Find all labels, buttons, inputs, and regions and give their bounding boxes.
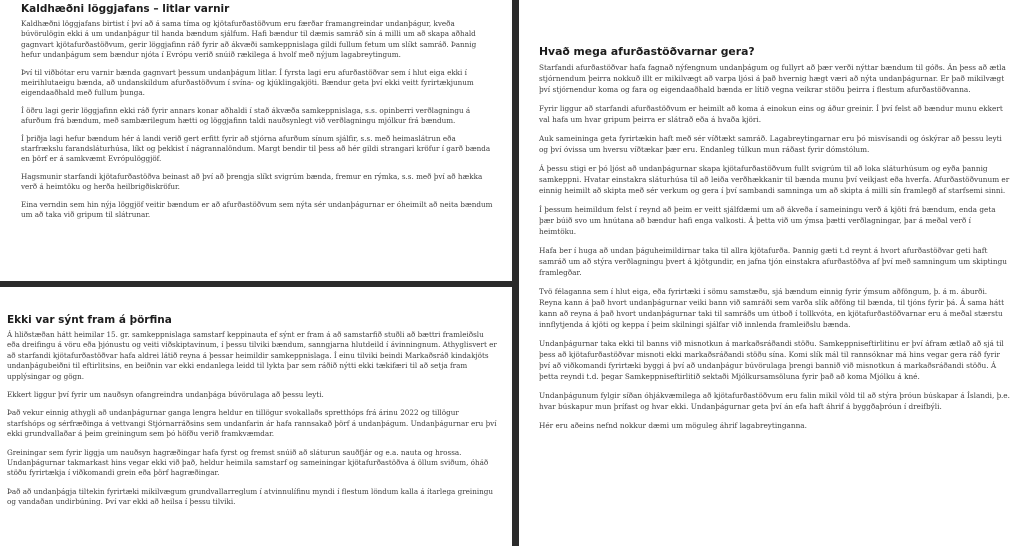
paragraph: Eina verndin sem hin nýja löggjöf veitir bændum er að afurðastöðvum sem nýta sér undanþágurnar er óheimilt að neita bændum um að taka við gripum til slátrunar. [21, 199, 493, 220]
section-heading: Hvað mega afurðastöðvarnar gera? [539, 45, 755, 58]
paragraph: Undanþágurnar taka ekki til banns við misnotkun á markaðsráðandi stöðu. Samkeppniseftirlitinu er því áfram ætlað að sjá til þess að kjötafurðastöðvar misnoti ekki markaðsráðandi stöðu sína. Komi slík mál til rannsóknar má hins vegar gera ráð fyrir því að viðkomandi fyrirtæki byggi á því að undanþágur búvörulaga þrengi bannið við misnotkun á markaðsráðandi stöðu. Á þetta reyndi t.d. þegar Samkeppniseftirlitið sektaði Mjólkursamsöluna fyrir það að koma Mjólku á kné. [539, 339, 1004, 381]
paragraph: Hér eru aðeins nefnd nokkur dæmi um möguleg áhrif lagabreytinganna. [539, 421, 807, 431]
paragraph: Það vekur einnig athygli að undanþágurnar ganga lengra heldur en tillögur svokallaðs spretthóps frá árinu 2022 og tillögur starfshóps og sérfræðinga á vettvangi Stjórnarráðsins sem undanfarin ár hafa rannsakað þörf á undanþágum. Undanþágurnar eru því ekki grundvallaðar á þeim greiningum sem þó höfðu verið framkvæmdar. [7, 408, 497, 439]
paragraph: Í þessum heimildum felst í reynd að þeim er veitt sjálfdæmi um að ákveða í sameiningu verð á kjöti frá bændum, enda geta þær búið svo um hnútana að bændur hafi enga valkosti. Á þetta við um ýmsa þætti verðlagningar, þar á meðal verð í heimtöku. [539, 205, 996, 237]
paragraph: Greiningar sem fyrir liggja um nauðsyn hagræðingar hafa fyrst og fremst snúið að sláturun sauðfjár og e.a. nauta og hrossa. Undanþágurnar takmarkast hins vegar ekki við það, heldur heimila samstarf og sameiningar kjötafurðastöðva á öllum sviðum, óháð stöðu fyrirtækja í viðkomandi grein eða þörf hagræðingar. [7, 447, 489, 478]
paragraph: Ekkert liggur því fyrir um nauðsyn ofangreindra undanþága búvörulaga að þessu leyti. [7, 390, 324, 400]
section-heading: Kaldhæðni löggjafans – litlar varnir [21, 3, 230, 15]
paragraph: Því til viðbótar eru varnir bænda gagnvart þessum undanþágum litlar. Í fyrsta lagi eru afurðastöðvar sem í hlut eiga ekki í meirihlutaeigu bænda, að undanskildum afurðastöðvum í svína- og kjúklingakjöti. Bændur geta því ekki veitt fyrirtækjunum eigendaaðhald með fullum þunga. [21, 67, 474, 98]
paragraph: Í þriðja lagi hefur bændum hér á landi verið gert erfitt fyrir að stjórna afurðum sínum sjálfir, s.s. með heimaslátrun eða starfrækslu farandsláturhúsa, líkt og þekkist í nágrannalöndum. Margt bendir til þess að hér gildi strangari kröfur í garð bænda en þörf er á samkvæmt Evrópulöggjöf. [21, 133, 491, 164]
paragraph: Fyrir liggur að starfandi afurðastöðvum er heimilt að koma á einokun eins og áður greinir. Í því felst að bændur munu ekkert val hafa um hvar gripum þeirra er slátrað eða á hvaða kjöri. [539, 104, 1003, 124]
paragraph: Hafa ber í huga að undan þáguheimildirnar taka til allra kjötafurða. Þannig gæti t.d reynt á hvort afurðastöðvar geti haft samráð um að stýra verðlagningu þvert á kjötgundir, en jafna tjón einstakra afurðastöðva af því með samningum um skiptingu framlegðar. [539, 246, 1007, 278]
paragraph: Auk sameininga geta fyrirtækin haft með sér víðtækt samráð. Lagabreytingarnar eru þó misvísandi og óskýrar að þessu leyti og því óvissa um hversu víðtækar þær eru. Endanleg túlkun mun ráðast fyrir dómstólum. [539, 134, 1002, 155]
paragraph: Það að undanþágja tiltekin fyrirtæki mikilvægum grundvallarreglum í atvinnulífinu myndi í flestum löndum kalla á ítarlega greiningu og vandaðan undirbúning. Því var ekki að heilsa í þessu tilviki. [7, 486, 494, 507]
article-section-panel-3 [519, 0, 1022, 546]
paragraph: Á þessu stigi er þó ljóst að undanþágurnar skapa kjötafurðastöðvum fullt svigrúm til að loka sláturhúsum og eyða þannig samkeppni. Hvatar einstakra sláturhúsa til að leiða verðhækkanir til bænda munu því veikjast eða hverfa. Afurðastöðvunum er einnig heimilt að skipta með sér verkum og gera í því sambandi samninga um að skipta á milli sín framlegð af starfsemi sinni. [539, 164, 1010, 196]
paragraph: Hagsmunir starfandi kjötafurðastöðva beinast að því að þrengja slíkt svigrúm bænda, fremur en rýmka, s.s. með því að hækka verð á heimtöku og herða heilbrigðiskröfur. [21, 171, 483, 192]
paragraph: Starfandi afurðastöðvar hafa fagnað nýfengnum undanþágum og fullyrt að þær verði nýttar bændum til góðs. Án þess að ætla stjórnendum þeirra nokkuð illt er mikilvægt að varpa ljósi á það hvernig hægt væri að nýta undanþágurnar. Er það mikilvægt því stjórnendur koma og fara og eigendaaðhald bænda er lítið vegna veikrar stöðu þeirra í flestum afurðastöðvanna. [539, 63, 1006, 94]
paragraph: Undanþágunum fylgir síðan óhjákvæmilega að kjötafurðastöðvum eru falin mikil völd til að stýra þróun búskapar á Íslandi, þ.e. hvar búskapur mun þrífast og hvar ekki. Undanþágurnar geta því án efa haft áhrif á byggðaþróun í dreifbýli. [539, 391, 1010, 412]
paragraph: Kaldhæðni löggjafans birtist í því að á sama tíma og kjötafurðastöðvum eru færðar framangreindar undanþágur, kveða búvörulögin ekki á um undanþágur til handa bændum sjálfum. Hafi bændur til dæmis samráð sín á milli um að skapa aðhald gagnvart kjötafurðastöðvum, gerir löggjafinn ráð fyrir að ákvæði samkeppnislaga gildi fullum fetum um slíkt samráð. Þannig hefur undanþágum sem bændur njóta í Evrópu verið snúið rækilega á hvolf með nýjum lagabreytingum. [21, 19, 477, 60]
paragraph: Tvö félaganna sem í hlut eiga, eða fyrirtæki í sömu samstæðu, sjá bændum einnig fyrir ýmsum aðföngum, þ. á m. áburði. Reyna kann á það hvort undanþágurnar veiki bann við samráði sem varða slík aðföng til bænda, til tjóns fyrir þá. Á sama hátt kann að reyna á það hvort undanþágurnar taki til samráðs um útboð í tollkvóta, en kjötafurðastöðvarnar eru á meðal stærstu innflytjenda á kjöti og keppa í þeim skilningi sjálfar við innlenda framleiðslu bænda. [539, 287, 1005, 329]
article-section-panel-1 [0, 0, 512, 281]
paragraph: Í öðru lagi gerir löggjafinn ekki ráð fyrir annars konar aðhaldi í stað ákvæða samkeppnislaga, s.s. opinberri verðlagningu á afurðum frá bændum, með sambærilegum hætti og löggjafinn taldi nauðsynlegt við verðlagningu mjólkur frá bændum. [21, 105, 471, 126]
section-heading: Ekki var sýnt fram á þörfina [7, 314, 172, 326]
article-section-panel-2 [0, 287, 512, 546]
paragraph: Á hliðstæðan hátt heimilar 15. gr. samkeppnislaga samstarf keppinauta ef sýnt er fram á að samstarfið stuðli að bættri framleiðslu eða dreifingu á vöru eða þjónustu og veiti viðskiptavinum, í þessu tilviki bændum, sanngjarna hlutdeild í ávinningnum. Athyglisvert er að starfandi kjötafurðastöðvar hafa aldrei látið reyna á þessar heimildir samkeppnislaga. Í einu tilviki beindi Markaðsráð kindakjöts undanþágubeiðni til eftirlitsins, en beiðnin var ekki endanlega leidd til lykta þar sem ráðið nýtti ekki tækifæri til að setja fram upplýsingar og gögn. [7, 330, 497, 381]
